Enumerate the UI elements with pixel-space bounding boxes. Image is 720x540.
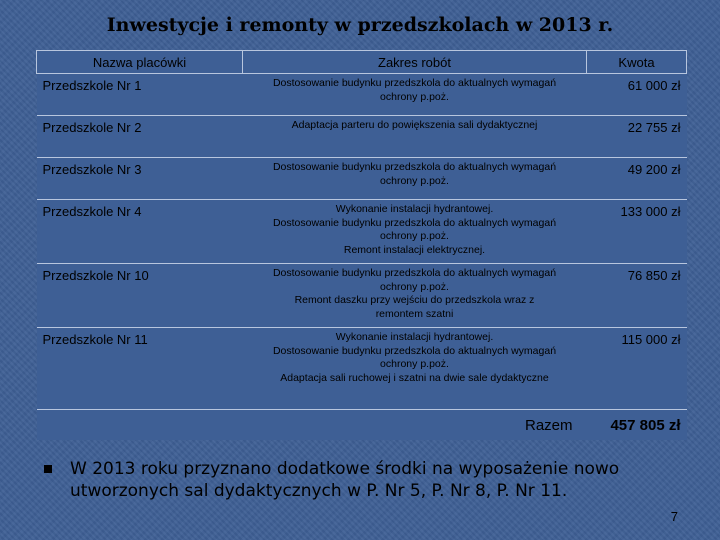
table-row	[37, 74, 687, 116]
work-scope-line: Dostosowanie budynku przedszkola do aktualnych wymagań	[272, 267, 557, 279]
work-scope-line: Adaptacja parteru do powiększenia sali dydaktycznej	[291, 119, 538, 131]
page-number: 7	[670, 509, 678, 524]
work-scope	[243, 116, 587, 158]
header-work-scope: Zakres robót	[243, 51, 587, 74]
facility-name: Przedszkole Nr 2	[37, 116, 243, 158]
work-scope-line: Wykonanie instalacji hydrantowej.	[335, 203, 494, 215]
work-scope-line: Dostosowanie budynku przedszkola do aktualnych wymagań	[272, 77, 557, 89]
work-scope	[243, 74, 587, 116]
work-scope-line: ochrony p.poż.	[380, 90, 449, 103]
facility-name: Przedszkole Nr 10	[37, 264, 243, 328]
square-bullet-icon	[44, 465, 52, 473]
work-scope-line: ochrony p.poż.	[380, 280, 449, 293]
work-scope-line: remontem szatni	[375, 307, 454, 320]
amount: 49 200 zł	[587, 158, 687, 200]
amount: 76 850 zł	[587, 264, 687, 328]
work-scope	[243, 328, 587, 410]
total-amount: 457 805 zł	[587, 410, 687, 441]
table-header-row	[37, 51, 687, 74]
work-scope-line: Adaptacja sali ruchowej i szatni na dwie sale dydaktyczne	[280, 371, 549, 384]
work-scope-line: Wykonanie instalacji hydrantowej.	[335, 331, 494, 343]
note-text: W 2013 roku przyznano dodatkowe środki na wyposażenie nowo utworzonych sal dydaktycznych w P. Nr 5, P. Nr 8, P. Nr 11.	[70, 459, 620, 502]
amount: 61 000 zł	[587, 74, 687, 116]
facility-name: Przedszkole Nr 3	[37, 158, 243, 200]
work-scope-line: ochrony p.poż.	[380, 358, 449, 371]
work-scope	[243, 158, 587, 200]
facility-name: Przedszkole Nr 1	[37, 74, 243, 116]
table-row	[37, 200, 687, 264]
facility-name: Przedszkole Nr 4	[37, 200, 243, 264]
total-spacer	[37, 410, 243, 441]
total-row	[37, 410, 687, 441]
note-bullet	[44, 458, 664, 502]
slide-title: Inwestycje i remonty w przedszkolach w 2013 r.	[106, 14, 614, 36]
work-scope	[243, 200, 587, 264]
work-scope-line: Remont daszku przy wejściu do przedszkola wraz z	[294, 294, 535, 307]
table-row	[37, 328, 687, 410]
investment-table	[36, 50, 687, 440]
amount: 133 000 zł	[587, 200, 687, 264]
work-scope	[243, 264, 587, 328]
work-scope-line: Dostosowanie budynku przedszkola do aktualnych wymagań	[272, 216, 557, 229]
total-label: Razem	[243, 410, 587, 441]
header-amount: Kwota	[587, 51, 687, 74]
work-scope-line: ochrony p.poż.	[380, 230, 449, 243]
facility-name: Przedszkole Nr 11	[37, 328, 243, 410]
work-scope-line: Remont instalacji elektrycznej.	[343, 243, 486, 256]
table-row	[37, 264, 687, 328]
work-scope-line: Dostosowanie budynku przedszkola do aktualnych wymagań	[272, 161, 557, 173]
work-scope-line: ochrony p.poż.	[380, 174, 449, 187]
table-row	[37, 158, 687, 200]
amount: 115 000 zł	[587, 328, 687, 410]
work-scope-line: Dostosowanie budynku przedszkola do aktualnych wymagań	[272, 344, 557, 357]
table-row	[37, 116, 687, 158]
amount: 22 755 zł	[587, 116, 687, 158]
header-facility-name: Nazwa placówki	[37, 51, 243, 74]
